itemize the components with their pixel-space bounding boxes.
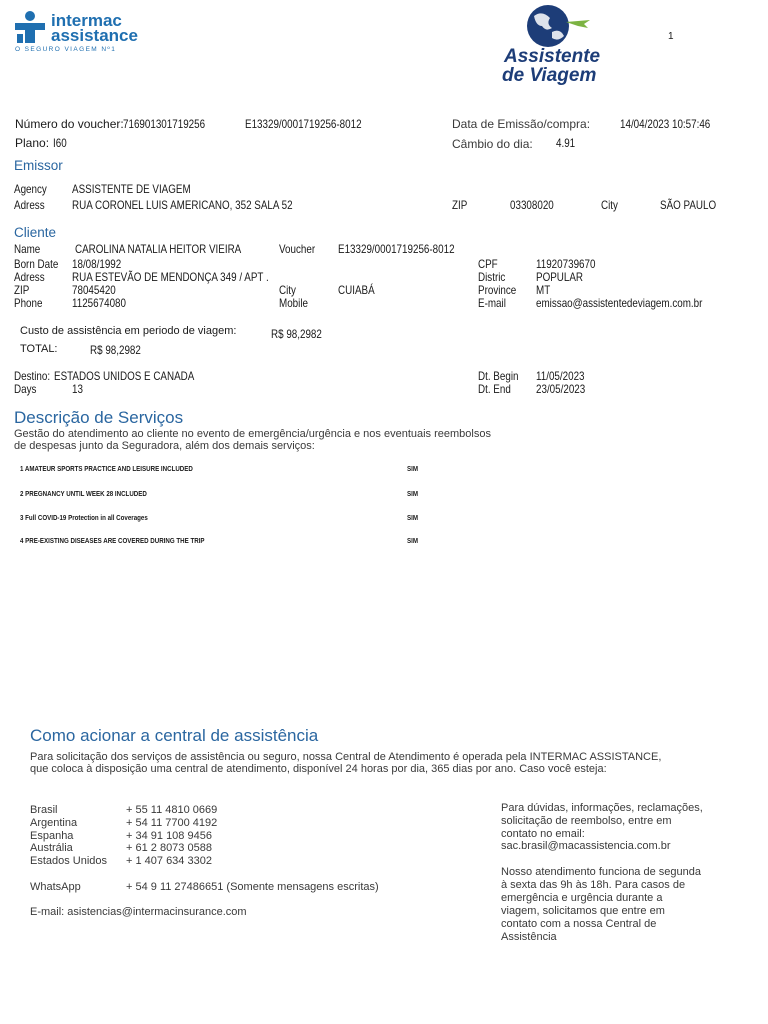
begin-value: 11/05/2023	[536, 369, 585, 383]
phone-number-5: + 1 407 634 3302	[126, 855, 212, 867]
emissor-address: RUA CORONEL LUIS AMERICANO, 352 SALA 52	[72, 198, 293, 212]
right-text-5: Nosso atendimento funciona de segunda	[501, 866, 701, 878]
plan-label: Plano:	[15, 136, 50, 150]
central-p1: Para solicitação dos serviços de assistência ou seguro, nossa Central de Atendimento é operada pela INTERMAC ASSISTANCE,	[30, 751, 662, 763]
client-zip-label: ZIP	[14, 283, 30, 297]
service-value-3: SIM	[407, 513, 418, 522]
client-city-label: City	[279, 283, 296, 297]
days-value: 13	[72, 382, 83, 396]
issue-date: 14/04/2023 10:57:46	[620, 117, 711, 131]
central-email: E-mail: asistencias@intermacinsurance.com	[30, 906, 247, 918]
right-text-3: contato no email:	[501, 828, 585, 840]
service-item-4: 4 PRE-EXISTING DISEASES ARE COVERED DURING THE TRIP	[20, 536, 205, 545]
phone-country-4: Austrália	[30, 842, 73, 854]
agency-label: Agency	[14, 182, 47, 196]
service-item-1: 1 AMATEUR SPORTS PRACTICE AND LEISURE INCLUDED	[20, 464, 193, 473]
right-text-9: contato com a nossa Central de	[501, 918, 657, 930]
central-title: Como acionar a central de assistência	[30, 726, 319, 745]
client-city: CUIABÁ	[338, 283, 375, 297]
service-value-2: SIM	[407, 489, 418, 498]
whatsapp-label: WhatsApp	[30, 881, 81, 893]
destino-value: ESTADOS UNIDOS E CANADA	[54, 369, 195, 383]
page-number: 1	[668, 31, 674, 42]
emissor-zip: 03308020	[510, 198, 554, 212]
born-value: 18/08/1992	[72, 257, 122, 271]
district-value: POPULAR	[536, 270, 584, 284]
phone-label: Phone	[14, 296, 43, 310]
born-label: Born Date	[14, 257, 59, 271]
globe-plane-icon	[516, 2, 596, 50]
emissor-city: SÃO PAULO	[660, 198, 717, 212]
cpf-label: CPF	[478, 257, 498, 271]
email-value: emissao@assistentedeviagem.com.br	[536, 296, 703, 310]
phone-country-2: Argentina	[30, 817, 78, 829]
voucher-number: 716901301719256	[123, 117, 206, 131]
intermac-logo	[13, 10, 143, 56]
right-text-1: Para dúvidas, informações, reclamações,	[501, 802, 703, 814]
phone-number-3: + 34 91 108 9456	[126, 830, 212, 842]
mobile-label: Mobile	[279, 296, 308, 310]
emissor-zip-label: ZIP	[452, 198, 468, 212]
agency-value: ASSISTENTE DE VIAGEM	[72, 182, 191, 196]
phone-country-5: Estados Unidos	[30, 855, 108, 867]
end-value: 23/05/2023	[536, 382, 586, 396]
end-label: Dt. End	[478, 382, 511, 396]
days-label: Days	[14, 382, 37, 396]
client-address: RUA ESTEVÃO DE MENDONÇA 349 / APT .	[72, 270, 269, 284]
total-label: TOTAL:	[20, 343, 58, 355]
plan-value: I60	[53, 136, 67, 150]
whatsapp-value: + 54 9 11 27486651 (Somente mensagens escritas)	[126, 881, 379, 893]
logo-name2: assistance	[51, 26, 138, 45]
logo-tagline: O SEGURO VIAGEM Nº1	[15, 46, 117, 53]
service-value-1: SIM	[407, 464, 418, 473]
service-item-2: 2 PREGNANCY UNTIL WEEK 28 INCLUDED	[20, 489, 147, 498]
intermac-logo-icon	[13, 10, 47, 44]
voucher-code: E13329/0001719256-8012	[245, 117, 362, 131]
phone-number-4: + 61 2 8073 0588	[126, 842, 212, 854]
right-text-7: emergência e urgência durante a	[501, 892, 663, 904]
total-value: R$ 98,2982	[90, 343, 141, 357]
emissor-title: Emissor	[14, 158, 63, 173]
phone-number-2: + 54 11 7700 4192	[126, 817, 218, 829]
service-item-3: 3 Full COVID-19 Protection in all Coverages	[20, 513, 148, 522]
right-text-4: sac.brasil@macassistencia.com.br	[501, 840, 671, 852]
right-text-8: viagem, solicitamos que entre em	[501, 905, 665, 917]
phone-value: 1125674080	[72, 296, 127, 310]
email-label: E-mail	[478, 296, 506, 310]
begin-label: Dt. Begin	[478, 369, 519, 383]
custo-label: Custo de assistência em periodo de viagem:	[20, 325, 237, 337]
assistente-line1: Assistente	[504, 46, 601, 67]
client-zip: 78045420	[72, 283, 116, 297]
client-voucher-label: Voucher	[279, 242, 316, 256]
servicos-title: Descrição de Serviços	[14, 408, 184, 427]
right-text-10: Assistência	[501, 931, 557, 943]
cpf-value: 11920739670	[536, 257, 596, 271]
client-name: CAROLINA NATALIA HEITOR VIEIRA	[75, 242, 242, 256]
assistente-logo	[498, 2, 608, 86]
phone-country-1: Brasil	[30, 804, 58, 816]
phone-number-1: + 55 11 4810 0669	[126, 804, 218, 816]
central-p2: que coloca à disposição uma central de atendimento, disponível 24 horas por dia, 365 dias por ano. Caso você esteja:	[30, 763, 607, 775]
right-text-2: solicitação de reembolso, entre em	[501, 815, 672, 827]
province-label: Province	[478, 283, 517, 297]
exchange-label: Câmbio do dia:	[452, 137, 533, 151]
service-value-4: SIM	[407, 536, 418, 545]
logo-name1: intermac	[51, 11, 122, 30]
voucher-label: Número do voucher:	[15, 117, 124, 131]
client-voucher: E13329/0001719256-8012	[338, 242, 455, 256]
exchange-value: 4.91	[556, 136, 576, 150]
client-name-label: Name	[14, 242, 41, 256]
province-value: MT	[536, 283, 551, 297]
cliente-title: Cliente	[14, 225, 57, 240]
district-label: Distric	[478, 270, 506, 284]
emissor-city-label: City	[601, 198, 618, 212]
servicos-desc2: de despesas junto da Seguradora, além dos demais serviços:	[14, 440, 315, 452]
assistente-line2: de Viagem	[502, 65, 597, 86]
client-address-label: Adress	[14, 270, 45, 284]
emissor-address-label: Adress	[14, 198, 45, 212]
servicos-desc1: Gestão do atendimento ao cliente no evento de emergência/urgência e nos eventuais reembolsos	[14, 428, 491, 440]
destino-label: Destino:	[14, 369, 51, 383]
phone-country-3: Espanha	[30, 830, 74, 842]
issue-label: Data de Emissão/compra:	[452, 117, 591, 131]
custo-value: R$ 98,2982	[271, 327, 322, 341]
right-text-6: à sexta das 9h às 18h. Para casos de	[501, 879, 686, 891]
